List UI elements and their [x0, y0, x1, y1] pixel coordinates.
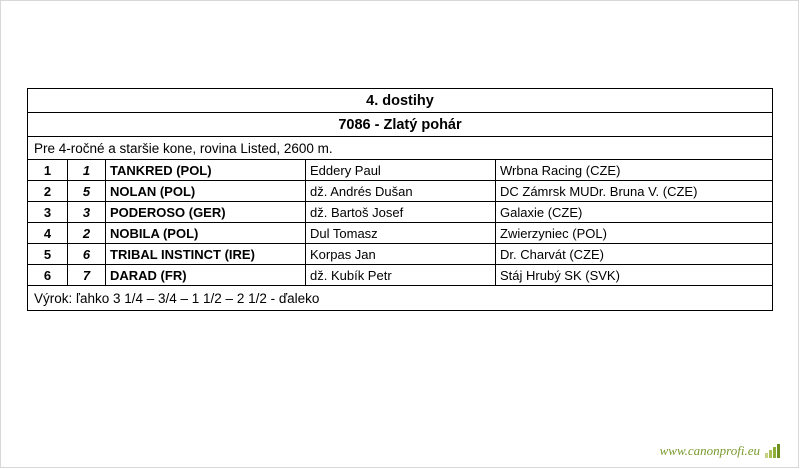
result-owner: DC Zámrsk MUDr. Bruna V. (CZE): [496, 181, 773, 202]
result-jockey: Eddery Paul: [306, 160, 496, 181]
result-number: 1: [68, 160, 106, 181]
result-jockey: dž. Bartoš Josef: [306, 202, 496, 223]
result-owner: Stáj Hrubý SK (SVK): [496, 265, 773, 286]
table-row: [28, 160, 773, 181]
result-horse: TRIBAL INSTINCT (IRE): [106, 244, 306, 265]
result-place: 1: [28, 160, 68, 181]
result-horse: NOBILA (POL): [106, 223, 306, 244]
result-number: 3: [68, 202, 106, 223]
result-number: 6: [68, 244, 106, 265]
result-place: 4: [28, 223, 68, 244]
table-row: [28, 244, 773, 265]
race-verdict-row: [28, 286, 773, 311]
table-row: [28, 181, 773, 202]
result-place: 2: [28, 181, 68, 202]
result-jockey: dž. Kubík Petr: [306, 265, 496, 286]
race-subtitle-row: [28, 113, 773, 137]
result-owner: Dr. Charvát (CZE): [496, 244, 773, 265]
result-horse: DARAD (FR): [106, 265, 306, 286]
result-owner: Zwierzyniec (POL): [496, 223, 773, 244]
race-verdict: Výrok: ľahko 3 1/4 – 3/4 – 1 1/2 – 2 1/2 - ďaleko: [28, 286, 773, 311]
result-place: 3: [28, 202, 68, 223]
result-jockey: Dul Tomasz: [306, 223, 496, 244]
result-jockey: dž. Andrés Dušan: [306, 181, 496, 202]
race-conditions: Pre 4-ročné a staršie kone, rovina Listed, 2600 m.: [28, 137, 773, 160]
result-horse: TANKRED (POL): [106, 160, 306, 181]
result-horse: PODEROSO (GER): [106, 202, 306, 223]
race-table-body: [28, 89, 773, 311]
watermark: [660, 443, 782, 459]
result-number: 2: [68, 223, 106, 244]
race-conditions-row: [28, 137, 773, 160]
result-number: 7: [68, 265, 106, 286]
watermark-text: www.canonprofi.eu: [659, 443, 760, 458]
result-owner: Wrbna Racing (CZE): [496, 160, 773, 181]
result-horse: NOLAN (POL): [106, 181, 306, 202]
table-row: [28, 223, 773, 244]
result-place: 5: [28, 244, 68, 265]
result-number: 5: [68, 181, 106, 202]
result-owner: Galaxie (CZE): [496, 202, 773, 223]
race-title: 4. dostihy: [28, 89, 773, 113]
result-jockey: Korpas Jan: [306, 244, 496, 265]
race-title-row: [28, 89, 773, 113]
race-results-table: [27, 88, 773, 311]
table-row: [28, 265, 773, 286]
result-place: 6: [28, 265, 68, 286]
table-row: [28, 202, 773, 223]
bar-logo-icon: [765, 444, 782, 458]
race-subtitle: 7086 - Zlatý pohár: [28, 113, 773, 137]
